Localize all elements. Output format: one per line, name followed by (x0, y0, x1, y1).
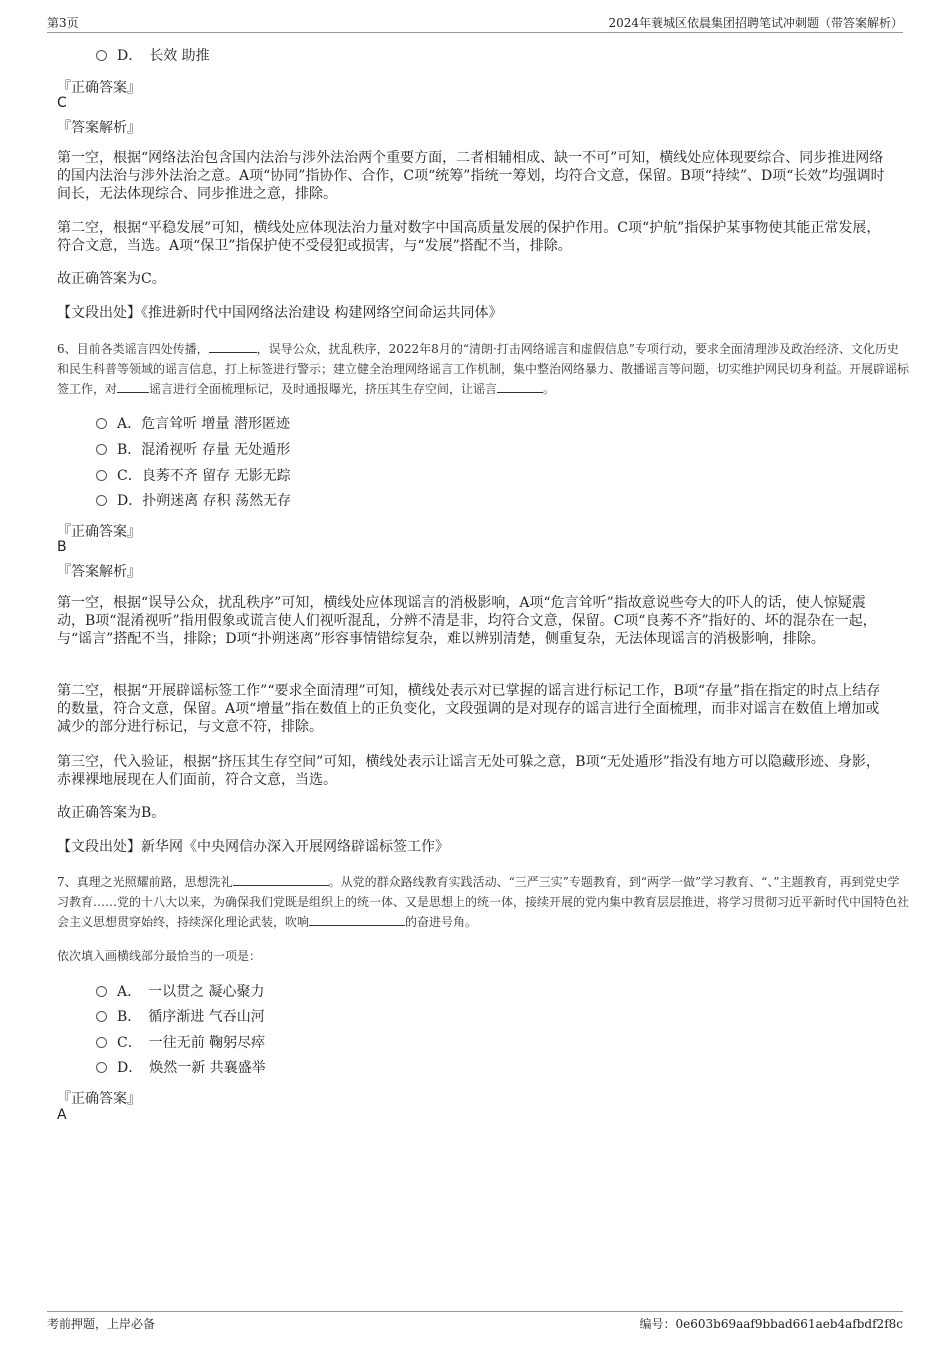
radio-icon[interactable] (96, 1011, 107, 1022)
q6-analysis-label: 『答案解析』 (57, 564, 141, 580)
radio-icon[interactable] (96, 986, 107, 997)
page-header (47, 14, 903, 33)
footer-slogan: 考前押题，上岸必备 (47, 1317, 156, 1331)
document-id: 编号：0e603b69aaf9bbad661aeb4afbdf2f8c (639, 1317, 903, 1331)
q6-option-b[interactable]: B．混淆视听 存量 无处遁形 (96, 440, 290, 460)
q6-answer: B (57, 539, 67, 555)
q5-analysis-p1: 第一空，根据“网络法治包含国内法治与涉外法治两个重要方面，二者相辅相成、缺一不可”可知，横线处应体现要综合、同步推进网络的国内法治与涉外法治之意。A项“协同”指协作、合作，C项“统筹”指统一筹划，均符合文意，保留。B项“持续”、D项“长效”均强调时间长，无法体现综合、同步推进之意，排除。 (57, 150, 885, 202)
q5-source: 【文段出处】《推进新时代中国网络法治建设 构建网络空间命运共同体》 (57, 305, 503, 321)
q7-answer-label: 『正确答案』 (57, 1091, 141, 1107)
q6-option-a[interactable]: A．危言耸听 增量 潜形匿迹 (96, 414, 290, 434)
page-footer (47, 1311, 903, 1334)
radio-icon[interactable] (96, 495, 107, 506)
q6-stem: 6、目前各类谣言四处传播， ，误导公众，扰乱秩序，2022年8月的“清朗·打击网络谣言和虚假信息”专项行动，要求全面清理涉及政治经济、文化历史和民生科普等领域的谣言信息，打上标签进行警示；建立健全治理网络谣言工作机制，集中整治网络暴力、散播谣言等问题，切实维护网民切身利益。开展辟谣标签工作，对 谣言进行全面梳理标记，及时通报曝光，挤压其生存空间，让谣言 。 (57, 342, 910, 396)
q7-option-a[interactable]: A． 一以贯之 凝心聚力 (96, 982, 265, 1002)
q7-stem: 7、真理之光照耀前路，思想洗礼 。从党的群众路线教育实践活动、“三严三实”专题教育，到“两学一做”学习教育、“、”主题教育，再到党史学习教育……党的十八大以来，为确保我们党既是组织上的统一体、又是思想上的统一体，接续开展的党内集中教育层层推进，将学习贯彻习近平新时代中国特色社会主义思想贯穿始终，持续深化理论武装，吹响 的奋进号角。 (57, 875, 910, 929)
q5-analysis-p2: 第二空，根据“平稳发展”可知，横线处应体现法治力量对数字中国高质量发展的保护作用。C项“护航”指保护某事物使其能正常发展，符合文意，当选。A项“保卫”指保护使不受侵犯或损害，与“发展”搭配不当，排除。 (57, 220, 881, 254)
q6-option-c[interactable]: C．良莠不齐 留存 无影无踪 (96, 466, 291, 486)
q5-conclusion: 故正确答案为C。 (57, 271, 166, 287)
q7-option-d[interactable]: D． 焕然一新 共襄盛举 (96, 1058, 266, 1078)
q6-conclusion: 故正确答案为B。 (57, 805, 166, 821)
q6-analysis-p2: 第二空，根据“开展辟谣标签工作”“要求全面清理”可知，横线处表示对已掌握的谣言进行标记工作，B项“存量”指在指定的时点上结存的数量，符合文意，保留。A项“增量”指在数值上的正负变化，文段强调的是对现存的谣言进行全面梳理，而非对谣言在数值上增加或减少的部分进行标记，与文意不符，排除。 (57, 683, 881, 735)
q6-analysis-p1: 第一空，根据“误导公众，扰乱秩序”可知，横线处应体现谣言的消极影响，A项“危言耸听”指故意说些夸大的吓人的话，使人惊疑震动，B项“混淆视听”指用假象或谎言使人们视听混乱，分辨不清是非，均符合文意，保留。C项“良莠不齐”指好的、坏的混杂在一起，与“谣言”搭配不当，排除；D项“扑朔迷离”形容事情错综复杂，难以辨别清楚，侧重复杂，无法体现谣言的消极影响，排除。 (57, 595, 877, 647)
radio-icon[interactable] (96, 444, 107, 455)
q7-option-b[interactable]: B． 循序渐进 气吞山河 (96, 1007, 265, 1027)
radio-icon[interactable] (96, 470, 107, 481)
q7-prompt: 依次填入画横线部分最恰当的一项是： (57, 949, 262, 963)
q7-answer: A (57, 1107, 67, 1123)
document-title: 2024年蓑城区依晨集团招聘笔试冲刺题（带答案解析） (608, 16, 903, 30)
radio-icon[interactable] (96, 1062, 107, 1073)
q5-answer: C (57, 95, 67, 111)
q6-option-d[interactable]: D．扑朔迷离 存积 荡然无存 (96, 491, 291, 511)
q7-option-c[interactable]: C． 一往无前 鞠躬尽瘁 (96, 1033, 265, 1053)
radio-icon[interactable] (96, 418, 107, 429)
q5-option-d[interactable]: D． 长效 助推 (96, 46, 210, 66)
q6-analysis-p3: 第三空，代入验证，根据“挤压其生存空间”可知，横线处表示让谣言无处可躲之意，B项“无处遁形”指没有地方可以隐藏形迹、身影，赤裸裸地展现在人们面前，符合文意，当选。 (57, 754, 880, 788)
page-number: 第3页 (47, 16, 79, 30)
radio-icon[interactable] (96, 1037, 107, 1048)
radio-icon[interactable] (96, 50, 107, 61)
q5-analysis-label: 『答案解析』 (57, 120, 141, 136)
q6-answer-label: 『正确答案』 (57, 524, 141, 540)
q5-answer-label: 『正确答案』 (57, 80, 141, 96)
q6-source: 【文段出处】新华网《中央网信办深入开展网络辟谣标签工作》 (57, 839, 449, 855)
